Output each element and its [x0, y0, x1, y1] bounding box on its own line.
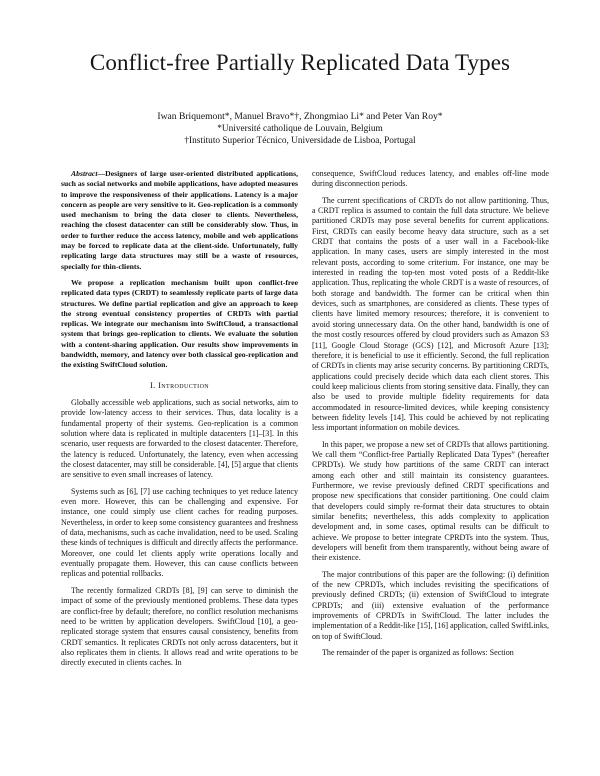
intro-paragraph-3: The recently formalized CRDTs [8], [9] can serve to diminish the impact of some of the previously mentioned problems. These data types are conflict-free by default; therefore, no conflict resolution mechanisms need to be written by application developers. SwiftCloud [10], a geo-replicated storage system that ensures causal consistency, benefits from CRDT semantics. It replicates CRDTs not only across datacenters, but it also replicates them in clients. It allows read and write operations to be directly executed in clients caches. In: [61, 585, 298, 668]
abstract-paragraph: [61, 169, 298, 272]
author-list: Iwan Briquemont*, Manuel Bravo*†, Zhongmiao Li* and Peter Van Roy*: [157, 111, 443, 122]
abstract-label: Abstract: [71, 169, 98, 178]
paper-title: Conflict-free Partially Replicated Data Types: [89, 50, 511, 75]
right-column: [312, 169, 549, 664]
author-block: [0, 111, 600, 147]
section-heading-introduction: I. Introduction: [149, 380, 210, 390]
right-paragraph-2: In this paper, we propose a new set of CRDTs that allows partitioning. We call them “Conflict-free Partially Replicated Data Types” (hereafter CPRDTs). We study how partitions of the same CRDT can interact among each other and still maintain its consistency guarantees. Furthermore, we revise previously defined CRDT specifications and propose new specifications that consider partitioning. One could claim that developers could simply re-format their data structures to obtain similar benefits; nevertheless, this adds complexity to application development and, in some cases, optimal results can be difficult to achieve. We propose to better integrate CPRDTs into the system. Thus, developers will benefit from them transparently, without being aware of their existence.: [312, 439, 549, 563]
intro-paragraph-2: Systems such as [6], [7] use caching techniques to yet reduce latency even more. However, this can be challenging and expensive. For instance, one could simply use client caches for reading purposes. Nevertheless, in order to keep some consistency guarantees and freshness of data, mechanisms, such as cache invalidation, need to be used. Scaling these kinds of techniques is difficult and directly affects the performance. Moreover, one could let clients apply write operations locally and eventually propagate them. However, this can cause conflicts between replicas and potential rollbacks.: [61, 486, 298, 579]
intro-paragraph-1: Globally accessible web applications, such as social networks, aim to provide low-latency access to their services. Thus, data locality is a fundamental property of their systems. Geo-replication is a common solution where data is replicated in multiple datacenters [1]–[3]. In this scenario, user requests are forwarded to the closest datacenter. Therefore, the latency is reduced. Unfortunately, the latency, even when accessing the closest datacenter, may still be considerable. [4], [5] argue that clients are sensitive to even small increases of latency.: [61, 397, 298, 480]
right-paragraph-3: The major contributions of this paper are the following: (i) definition of the new CPRDTs, which includes revisiting the specifications of previously defined CRDTs; (ii) extension of SwiftCloud to integrate CPRDTs; and (iii) extensive evaluation of the performance improvements of CPRDTs in SwiftCloud. The latter includes the implementation of a Reddit-like [15], [16] application, called SwiftLinks, on top of SwiftCloud.: [312, 569, 549, 641]
abstract-paragraph-2: We propose a replication mechanism built upon conflict-free replicated data types (CRDT) to seamlessly replicate parts of large data structures. We define partial replication and give an approach to keep the strong eventual consistency properties of CRDTs with partial replicas. We integrate our mechanism into SwiftCloud, a transactional system that brings geo-replication to clients. We evaluate the solution with a content-sharing application. Our results show improvements in bandwidth, memory, and latency over both classical geo-replication and the existing SwiftCloud solution.: [61, 277, 298, 370]
right-paragraph-1: The current specifications of CRDTs do not allow partitioning. Thus, a CRDT replica is assumed to contain the full data structure. We believe partitioned CRDTs may pose several benefits for current applications. First, CRDTs can easily become heavy data structure, such as a set CRDT that contains the posts of a user wall in a Facebook-like application. In many cases, users are simply interested in the most relevant posts, according to some criterium. For instance, one may be interested in reading the top-ten most voted posts of a Reddit-like application. Thus, replicating the whole CRDT is a waste of resources, of both storage and bandwidth. The former can be critical when thin devices, such as smartphones, are considered as clients. These types of clients have limited memory resources; therefore, it is convenient to avoid storing unnecessary data. On the other hand, bandwidth is one of the most costly resources offered by cloud providers such as Amazon S3 [11], Google Cloud Storage (GCS) [12], and Microsoft Azure [13]; therefore, it is beneficial to use it efficiently. Second, the full replication of CRDTs in clients may arise security concerns. By partitioning CRDTs, applications could precisely decide which data each client stores. This could keep malicious clients from storing sensitive data. Finally, they can also be used to provide multiple fidelity requirements for data accommodated in resource-limited devices, while keeping consistency between fidelity levels [14]. This could be achieved by not replicating less important information on mobile devices.: [312, 195, 549, 433]
affiliation-ucl: *Université catholique de Louvain, Belgium: [217, 124, 383, 134]
right-paragraph-continued: consequence, SwiftCloud reduces latency, and enables off-line mode during disconnection periods.: [312, 169, 549, 189]
right-paragraph-4: The remainder of the paper is organized as follows: Section: [322, 648, 514, 658]
left-column: [61, 169, 298, 675]
abstract-text: —Designers of large user-oriented distributed applications, such as social networks and mobile applications, have adopted measures to improve the responsiveness of their applications. Latency is a major concern as people are very sensitive to it. Geo-replication is a commonly used mechanism to bring the data closer to clients. Nevertheless, reaching the closest datacenter can still be considerably slow. Thus, in order to further reduce the access latency, mobile and web applications may be forced to replicate data at the client-side. Unfortunately, fully replicating large data structures may still be a waste of resources, specially for thin-clients.: [61, 169, 298, 271]
affiliation-ist: †Instituto Superior Técnico, Universidade de Lisboa, Portugal: [184, 136, 416, 146]
